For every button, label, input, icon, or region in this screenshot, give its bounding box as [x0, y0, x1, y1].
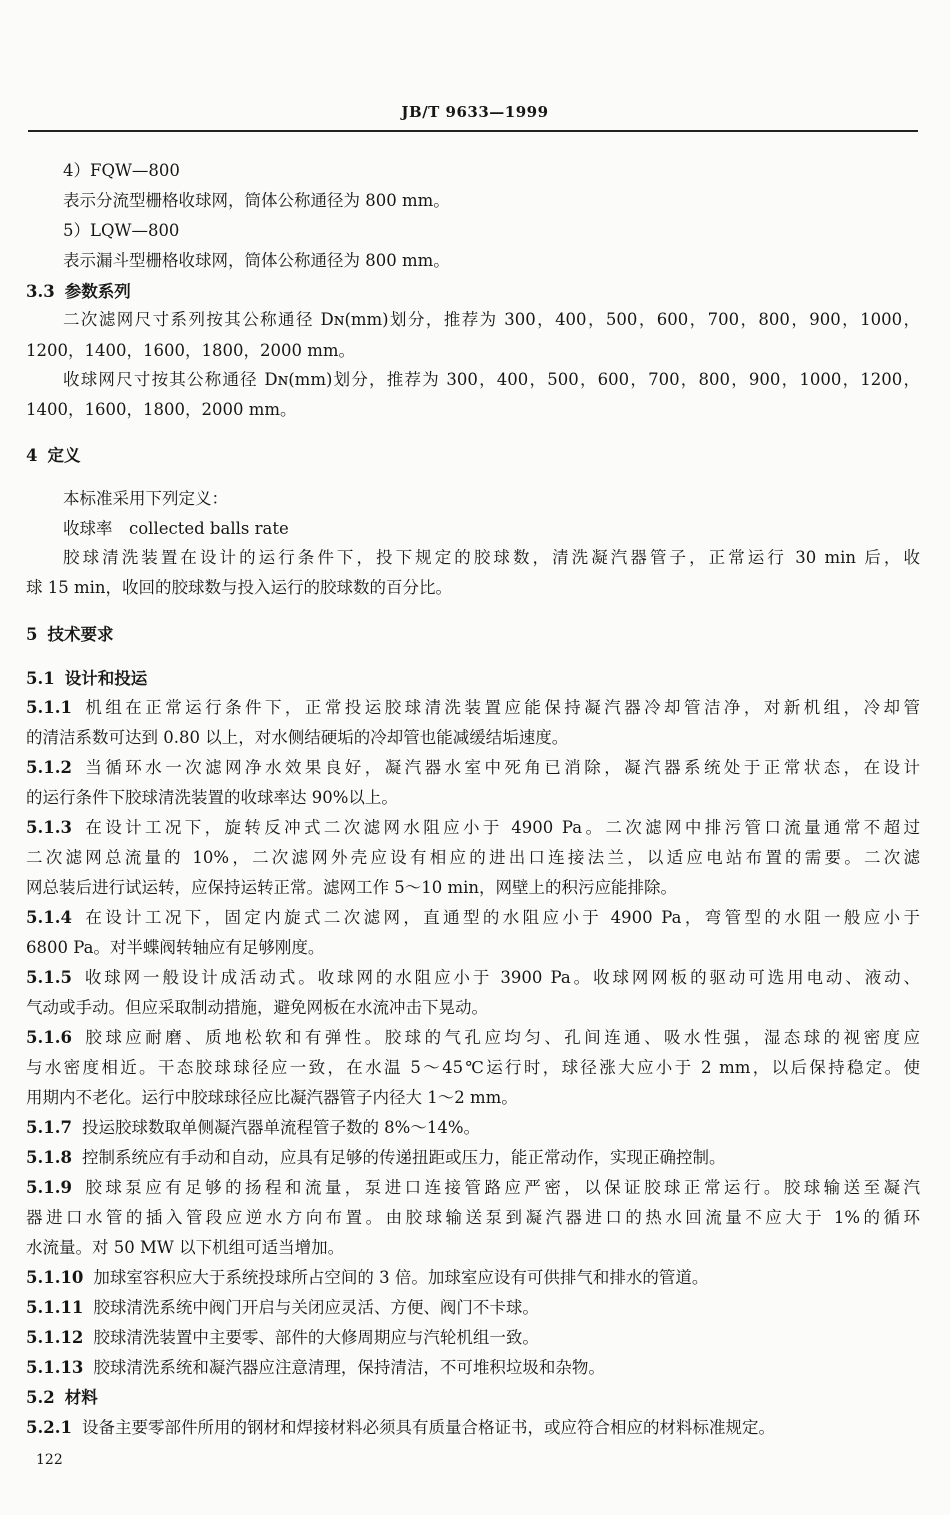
section-heading: 4 定义	[26, 446, 81, 465]
clause-number: 5.1.1	[26, 698, 72, 717]
clause-line: 5.1.11 胶球清洗系统中阀门开启与关闭应灵活、方便、阀门不卡球。	[26, 1298, 539, 1317]
clause-line: 5.1.12 胶球清洗装置中主要零、部件的大修周期应与汽轮机组一致。	[26, 1328, 539, 1347]
subsection-heading: 5.1 设计和投运	[26, 669, 148, 688]
paragraph-line: 6800 Pa。对半蝶阀转轴应有足够刚度。	[26, 938, 325, 957]
clause-number: 5.1.6	[26, 1028, 72, 1047]
page-number: 122	[36, 1452, 63, 1468]
list-item: 4）FQW—800	[63, 161, 180, 180]
clause-number: 5.1.11	[26, 1298, 84, 1317]
paragraph-line: 的运行条件下胶球清洗装置的收球率达 90%以上。	[26, 788, 398, 807]
clause-number: 5.1.7	[26, 1118, 72, 1137]
clause-number: 5.1.2	[26, 758, 72, 777]
paragraph-line: 气动或手动。但应采取制动措施，避免网板在水流冲击下晃动。	[26, 998, 488, 1017]
section-number: 5	[26, 625, 38, 644]
list-item: 5）LQW—800	[63, 221, 180, 240]
subsection-heading: 5.2 材料	[26, 1388, 98, 1407]
clause-number: 5.1.9	[26, 1178, 72, 1197]
clause-number: 5.2.1	[26, 1418, 72, 1437]
section-number: 5.2	[26, 1388, 55, 1407]
paragraph-line: 表示漏斗型栅格收球网，筒体公称通径为 800 mm。	[63, 251, 450, 270]
header-rule	[28, 130, 918, 132]
section-number: 4	[26, 446, 38, 465]
clause-number: 5.1.8	[26, 1148, 72, 1167]
section-heading: 5 技术要求	[26, 625, 114, 644]
paragraph-line: 1200，1400，1600，1800，2000 mm。	[26, 341, 355, 360]
paragraph-line: 本标准采用下列定义：	[63, 489, 228, 508]
paragraph-line: 网总装后进行试运转，应保持运转正常。滤网工作 5～10 min，网壁上的积污应能排除。	[26, 878, 678, 897]
clause-line: 5.1.6 胶球应耐磨、质地松软和有弹性。胶球的气孔应均匀、孔间连通、吸水性强，湿态球的视密度应	[26, 1028, 920, 1047]
paragraph-line: 表示分流型栅格收球网，筒体公称通径为 800 mm。	[63, 191, 450, 210]
term-line: 收球率 collected balls rate	[63, 519, 289, 538]
clause-number: 5.1.3	[26, 818, 72, 837]
paragraph-line: 的清洁系数可达到 0.80 以上，对水侧结硬垢的冷却管也能减缓结垢速度。	[26, 728, 569, 747]
clause-line: 5.1.7 投运胶球数取单侧凝汽器单流程管子数的 8%～14%。	[26, 1118, 481, 1137]
page-header: JB/T 9633—1999	[401, 103, 549, 121]
paragraph-line: 用期内不老化。运行中胶球球径应比凝汽器管子内径大 1～2 mm。	[26, 1088, 518, 1107]
clause-line: 5.1.3 在设计工况下，旋转反冲式二次滤网水阻应小于 4900 Pa。二次滤网中排污管口流量通常不超过	[26, 818, 920, 837]
clause-line: 5.1.1 机组在正常运行条件下，正常投运胶球清洗装置应能保持凝汽器冷却管洁净，对新机组，冷却管	[26, 698, 920, 717]
paragraph-line: 与水密度相近。干态胶球球径应一致，在水温 5～45℃运行时，球径涨大应小于 2 mm，以后保持稳定。使	[26, 1058, 920, 1077]
clause-number: 5.1.5	[26, 968, 72, 987]
clause-line: 5.1.9 胶球泵应有足够的扬程和流量，泵进口连接管路应严密，以保证胶球正常运行。胶球输送至凝汽	[26, 1178, 920, 1197]
section-number: 3.3	[26, 282, 55, 301]
clause-line: 5.1.8 控制系统应有手动和自动，应具有足够的传递扭距或压力，能正常动作，实现正确控制。	[26, 1148, 726, 1167]
clause-number: 5.1.10	[26, 1268, 84, 1287]
clause-number: 5.1.13	[26, 1358, 84, 1377]
paragraph-line: 胶球清洗装置在设计的运行条件下，投下规定的胶球数，清洗凝汽器管子，正常运行 30 min 后，收	[63, 548, 920, 567]
clause-line: 5.1.5 收球网一般设计成活动式。收球网的水阻应小于 3900 Pa。收球网网板的驱动可选用电动、液动、	[26, 968, 920, 987]
clause-number: 5.1.12	[26, 1328, 84, 1347]
clause-line: 5.1.4 在设计工况下，固定内旋式二次滤网，直通型的水阻应小于 4900 Pa，弯管型的水阻一般应小于	[26, 908, 920, 927]
paragraph-line: 1400，1600，1800，2000 mm。	[26, 400, 297, 419]
paragraph-line: 收球网尺寸按其公称通径 Dɴ(mm)划分，推荐为 300，400，500，600，700，800，900，1000，1200，	[63, 370, 920, 389]
paragraph-line: 水流量。对 50 MW 以下机组可适当增加。	[26, 1238, 345, 1257]
clause-line: 5.1.10 加球室容积应大于系统投球所占空间的 3 倍。加球室应设有可供排气和排水的管道。	[26, 1268, 709, 1287]
paragraph-line: 二次滤网尺寸系列按其公称通径 Dɴ(mm)划分，推荐为 300，400，500，600，700，800，900，1000，	[63, 310, 920, 329]
clause-line: 5.1.13 胶球清洗系统和凝汽器应注意清理，保持清洁，不可堆积垃圾和杂物。	[26, 1358, 605, 1377]
paragraph-line: 二次滤网总流量的 10%，二次滤网外壳应设有相应的进出口连接法兰，以适应电站布置的需要。二次滤	[26, 848, 920, 867]
clause-number: 5.1.4	[26, 908, 72, 927]
section-number: 5.1	[26, 669, 55, 688]
clause-line: 5.1.2 当循环水一次滤网净水效果良好，凝汽器水室中死角已消除，凝汽器系统处于正常状态，在设计	[26, 758, 920, 777]
clause-line: 5.2.1 设备主要零部件所用的钢材和焊接材料必须具有质量合格证书，或应符合相应的材料标准规定。	[26, 1418, 775, 1437]
paragraph-line: 器进口水管的插入管段应逆水方向布置。由胶球输送泵到凝汽器进口的热水回流量不应大于 1%的循环	[26, 1208, 920, 1227]
section-heading: 3.3 参数系列	[26, 282, 131, 301]
paragraph-line: 球 15 min，收回的胶球数与投入运行的胶球数的百分比。	[26, 578, 453, 597]
